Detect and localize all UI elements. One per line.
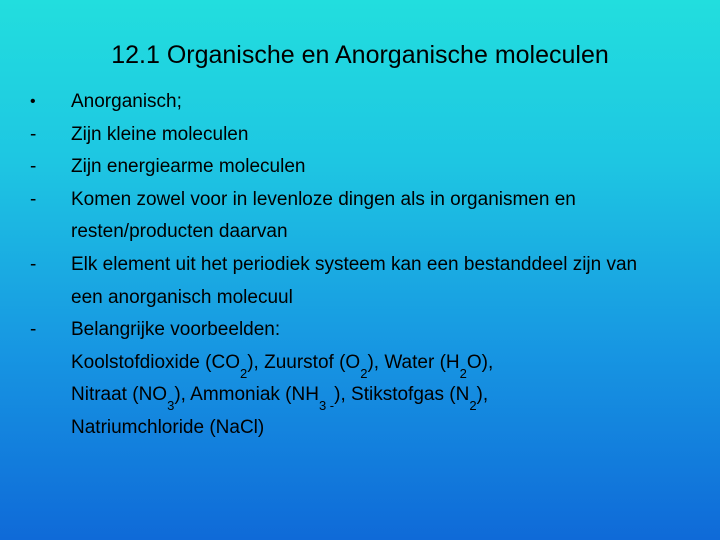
compound: Nitraat $(NO_3)$, xyxy=(71,384,191,414)
formula-subscript: 3 xyxy=(167,398,175,414)
dash-marker: - xyxy=(30,319,37,341)
compound-name: Zuurstof xyxy=(264,351,334,373)
formula: NH xyxy=(291,384,319,406)
bullet-text: Elk element uit het periodiek systeem kan een bestanddeel zijn van een anorganisch molecuul xyxy=(71,253,638,308)
slide-body xyxy=(30,86,670,445)
compound: Ammoniak $(NH_{3 -})$, xyxy=(190,384,352,414)
bullet-marker: • xyxy=(30,93,36,110)
formula: CO xyxy=(211,351,240,373)
dash-marker: - xyxy=(30,253,37,275)
separator: , xyxy=(487,351,494,373)
bullet-item xyxy=(30,314,670,444)
examples-line xyxy=(71,347,670,380)
bullet-text: Komen zowel voor in levenloze dingen als in organismen en resten/producten daarvan xyxy=(71,188,576,243)
compound: Natriumchloride (NaCl) xyxy=(71,416,265,438)
bullet-item xyxy=(30,119,670,152)
bullet-item xyxy=(30,249,670,314)
separator: , xyxy=(180,384,191,406)
separator: , xyxy=(253,351,265,373)
compound-name: Stikstofgas xyxy=(351,384,444,406)
compound: Koolstofdioxide $(CO_2)$, xyxy=(71,351,265,381)
separator: , xyxy=(373,351,385,373)
bullet-text: Anorganisch; xyxy=(71,91,182,112)
bullet-item xyxy=(30,151,670,184)
slide-title: 12.1 Organische en Anorganische moleculen xyxy=(111,41,609,69)
bullet-text: Belangrijke voorbeelden: xyxy=(71,319,281,341)
formula-subscript: 2 xyxy=(239,365,248,381)
formula-subscript: 2 xyxy=(459,365,467,381)
formula: NaCl xyxy=(215,416,258,438)
examples-line xyxy=(71,379,670,412)
formula-subscript: 2 xyxy=(469,398,477,414)
compound-name: Water xyxy=(384,351,435,373)
formula-subscript: 2 xyxy=(360,365,368,381)
compound-name: Koolstofdioxide xyxy=(71,351,200,373)
examples-list xyxy=(71,347,670,445)
bullet-text: Zijn energiearme moleculen xyxy=(71,156,306,178)
formula-subscript: 3 - xyxy=(318,398,335,414)
dash-marker: - xyxy=(30,123,37,145)
bullet-text: Zijn kleine moleculen xyxy=(71,123,249,145)
formula: N xyxy=(455,384,470,406)
formula: O xyxy=(466,351,482,373)
compound-name: Natriumchloride xyxy=(71,416,205,438)
dash-marker: - xyxy=(30,188,37,210)
bullet-item xyxy=(30,184,670,249)
examples-line xyxy=(71,412,670,445)
separator: , xyxy=(340,384,352,406)
compound: Zuurstof $(O_2)$, xyxy=(264,351,385,381)
formula: H xyxy=(445,351,460,373)
compound-name: Nitraat xyxy=(71,384,127,406)
compound-name: Ammoniak xyxy=(190,384,280,406)
bullet-item xyxy=(30,86,670,119)
formula: O xyxy=(345,351,361,373)
separator: , xyxy=(482,384,489,406)
compound: Stikstofgas $(N_2)$, xyxy=(351,384,489,414)
compound: Water $(H_2O)$, xyxy=(384,351,494,381)
formula: NO xyxy=(138,384,168,406)
dash-marker: - xyxy=(30,156,37,178)
